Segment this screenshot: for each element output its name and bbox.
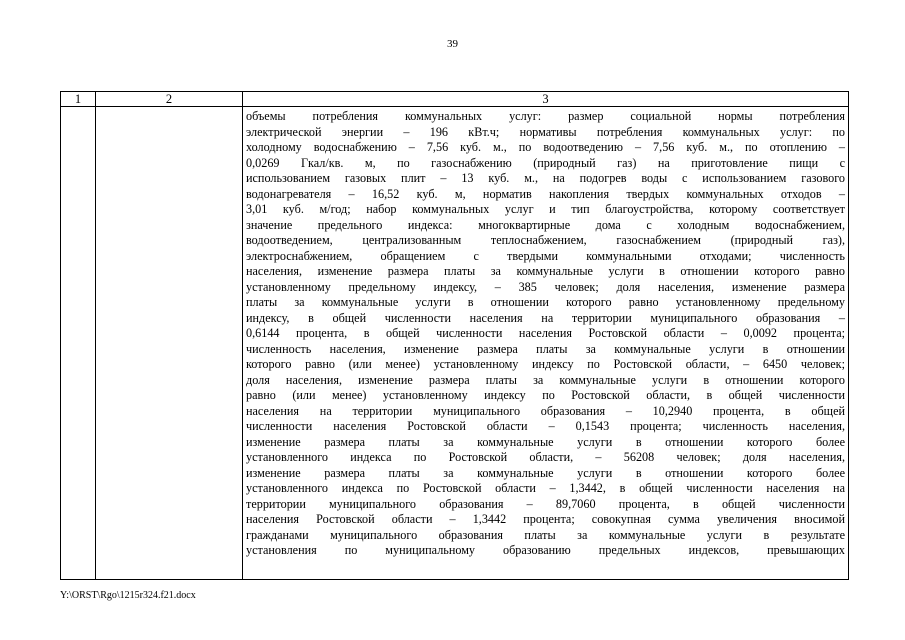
text-line: доля населения, изменение размера платы за коммунальные услуги в отношении которого	[246, 372, 845, 387]
text-line: 0,0269 Гкал/кв. м, по газоснабжению (природный газ) на приготовление пищи с	[246, 155, 845, 170]
text-line: значение предельного индекса: многоквартирные дома с холодным водоснабжением,	[246, 217, 845, 232]
cell-col-2	[96, 107, 243, 580]
text-line: установленного индекса по Ростовской области – 1,3442, в общей численности населения на	[246, 481, 845, 495]
text-line: населения на территории муниципального образования – 10,2940 процента, в общей	[246, 403, 845, 418]
text-line: использованием газовых плит – 13 куб. м., на подогрев воды с использованием газового	[246, 171, 845, 185]
text-line: изменение размера платы за коммунальные услуги в отношении которого более	[246, 434, 845, 449]
table-row	[61, 107, 849, 580]
text-line: численности населения Ростовской области – 0,1543 процента; численность населения,	[246, 419, 845, 433]
cell-col-3	[243, 107, 849, 580]
text-line: изменение размера платы за коммунальные услуги в отношении которого более	[246, 465, 845, 480]
page-number: 39	[447, 38, 458, 50]
text-line: установленного индекса по Ростовской области, – 56208 человек; доля населения,	[246, 450, 845, 464]
text-line: 3,01 куб. м/год; набор коммунальных услуг и тип благоустройства, которому соответствует	[246, 202, 845, 216]
text-line: электрической энергии – 196 кВт.ч; нормативы потребления коммунальных услуг: по	[246, 124, 845, 139]
document-table	[60, 91, 849, 580]
text-line: населения Ростовской области – 1,3442 процента; совокупная сумма увеличения вносимой	[246, 512, 845, 526]
text-line: территории муниципального образования – 89,7060 процента, в общей численности	[246, 496, 845, 511]
column-header-1: 1	[61, 92, 96, 107]
text-line: численность населения, изменение размера платы за коммунальные услуги в отношении	[246, 341, 845, 356]
text-line: платы за коммунальные услуги в отношении которого равно установленному предельному	[246, 295, 845, 309]
text-line: объемы потребления коммунальных услуг: размер социальной нормы потребления	[246, 109, 845, 123]
text-line: населения, изменение размера платы за коммунальные услуги в отношении которого равно	[246, 264, 845, 278]
column-header-2: 2	[96, 92, 243, 107]
text-line: водонагревателя – 16,52 куб. м, норматив накопления твердых коммунальных отходов –	[246, 186, 845, 201]
text-line: водоотведением, централизованным теплоснабжением, газоснабжением (природный газ),	[246, 233, 845, 247]
footer-file-path: Y:\ORST\Rgo\1215r324.f21.docx	[60, 590, 196, 601]
cell-col-1	[61, 107, 96, 580]
text-line: установления по муниципальному образованию предельных индексов, превышающих	[246, 543, 845, 557]
body-text	[243, 107, 848, 579]
column-header-3: 3	[243, 92, 849, 107]
text-line: равно (или менее) установленному индексу по Ростовской области, в общей численности	[246, 388, 845, 402]
text-line: которого равно (или менее) установленному индексу по Ростовской области, – 6450 человек;	[246, 357, 845, 371]
text-line: холодному водоснабжению – 7,56 куб. м., по водоотведению – 7,56 куб. м., по отоплению –	[246, 140, 845, 154]
table-header-row	[61, 92, 849, 107]
text-line: электроснабжением, обращением с твердыми коммунальными отходами; численность	[246, 248, 845, 263]
text-line: индексу, в общей численности населения на территории муниципального образования –	[246, 310, 845, 325]
text-line: установленному предельному индексу, – 385 человек; доля населения, изменение размера	[246, 279, 845, 294]
text-line: 0,6144 процента, в общей численности населения Ростовской области – 0,0092 процента;	[246, 326, 845, 340]
text-line: гражданами муниципального образования платы за коммунальные услуги в результате	[246, 527, 845, 542]
